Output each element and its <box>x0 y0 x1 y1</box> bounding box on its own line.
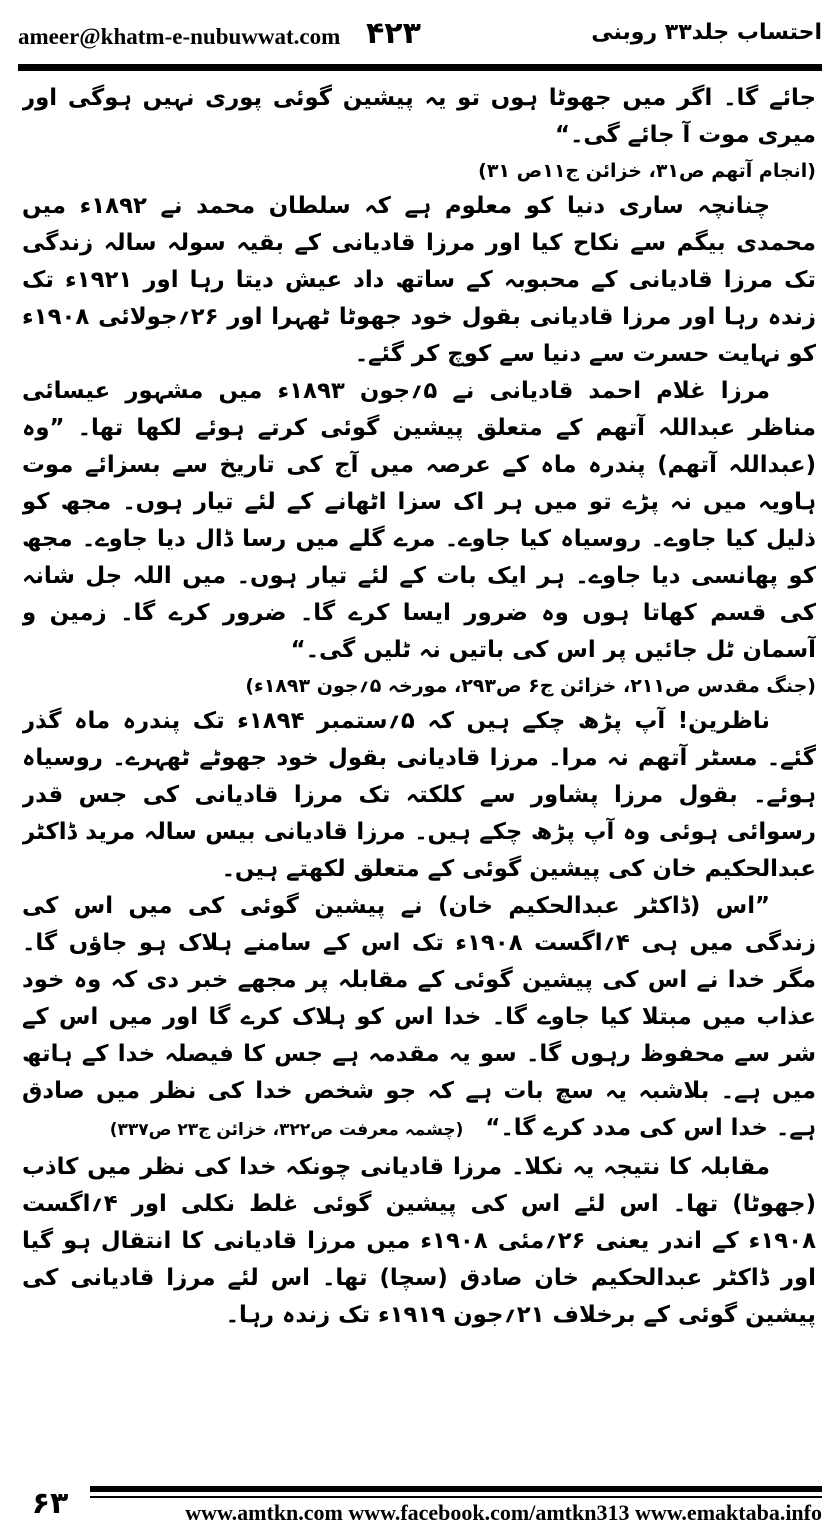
paragraph-4: ناظرین! آپ پڑھ چکے ہیں کہ ۵؍ستمبر ۱۸۹۴ء تک پندرہ ماہ گذر گئے۔ مسٹر آتھم نہ مرا۔ مرزا قادیانی بقول خود جھوٹے ٹھہرے۔ روسیاہ ہوئے۔ بقول مرزا پشاور سے کلکتہ تک مرزا قادیانی کی جس قدر رسوائی ہوئی وہ آپ پڑھ چکے ہیں۔ مرزا قادیانی بیس سالہ مرید ڈاکٹر عبدالحکیم خان کی پیشین گوئی کے متعلق لکھتے ہیں۔ <box>22 708 816 882</box>
header-book-title: احتساب جلد۳۳ روبنی <box>591 20 822 45</box>
header-email: ameer@khatm-e-nubuwwat.com <box>18 24 341 49</box>
reference-3: (چشمہ معرفت ص۳۲۲، خزائن ج۲۳ ص۳۳۷) <box>109 1120 464 1140</box>
paragraph-5 <box>22 888 816 1149</box>
reference-2: (جنگ مقدس ص۲۱۱، خزائن ج۶ ص۲۹۳، مورخہ ۵؍جون ۱۸۹۳ء) <box>245 675 816 697</box>
reference-1: (انجام آتھم ص۳۱، خزائن ج۱۱ص ۳۱) <box>478 160 816 182</box>
paragraph-3: مرزا غلام احمد قادیانی نے ۵؍جون ۱۸۹۳ء میں مشہور عیسائی مناظر عبداللہ آتھم کے متعلق پیشین گوئی کرتے ہوئے لکھا تھا۔ ”وہ (عبداللہ آتھم) پندرہ ماہ کے عرصہ میں آج کی تاریخ سے بسزائے موت ہاویہ میں نہ پڑے تو میں ہر اک سزا اٹھانے کے لئے تیار ہوں۔ مجھ کو ذلیل کیا جاوے۔ روسیاہ کیا جاوے۔ مرے گلے میں رسا ڈال دیا جاوے۔ مجھ کو پھانسی دیا جاوے۔ ہر ایک بات کے لئے تیار ہوں۔ میں اللہ جل شانہ کی قسم کھاتا ہوں وہ ضرور ایسا کرے گا۔ ضرور کرے گا۔ زمین و آسمان ٹل جائیں پر اس کی باتیں نہ ٹلیں گی۔“ <box>22 378 816 663</box>
paragraph-6: مقابلہ کا نتیجہ یہ نکلا۔ مرزا قادیانی چونکہ خدا کی نظر میں کاذب (جھوٹا) تھا۔ اس لئے اس کی پیشین گوئی غلط نکلی اور ۴؍اگست ۱۹۰۸ء کے اندر یعنی ۲۶؍مئی ۱۹۰۸ء میں مرزا قادیانی کا انتقال ہو گیا اور ڈاکٹر عبدالحکیم خان صادق (سچا) تھا۔ اس لئے مرزا قادیانی کی پیشین گوئی کے برخلاف ۲۱؍جون ۱۹۱۹ء تک زندہ رہا۔ <box>22 1154 816 1328</box>
page-body <box>22 80 816 1460</box>
paragraph-5-text: ”اس (ڈاکٹر عبدالحکیم خان) نے پیشین گوئی کی میں اس کی زندگی میں ہی ۴؍اگست ۱۹۰۸ء تک اس کے سامنے ہلاک ہو جاؤں گا۔ مگر خدا نے اس کی پیشین گوئی کے مقابلہ پر مجھے خبر دی کہ وہ خود عذاب میں مبتلا کیا جاوے گا۔ خدا اس کو ہلاک کرے گا اور میں اس کے شر سے محفوظ رہوں گا۔ سو یہ مقدمہ ہے جس کا فیصلہ خدا کے ہاتھ میں ہے۔ بلاشبہ یہ سچ بات ہے کہ جو شخص خدا کی نظر میں صادق ہے۔ خدا اس کی مدد کرے گا۔“ <box>22 893 816 1141</box>
paragraph-1: جائے گا۔ اگر میں جھوٹا ہوں تو یہ پیشین گوئی پوری نہیں ہوگی اور میری موت آ جائے گی۔“ <box>22 85 816 148</box>
header-page-number: ۴۲۳ <box>366 16 421 51</box>
page-footer <box>18 1482 822 1532</box>
footer-rule-thin <box>90 1496 822 1498</box>
header-rule <box>18 64 822 71</box>
paragraph-2: چنانچہ ساری دنیا کو معلوم ہے کہ سلطان محمد نے ۱۸۹۲ء میں محمدی بیگم سے نکاح کیا اور مرزا قادیانی کے بقیہ سولہ سالہ زندگی تک مرزا قادیانی کے محبوبہ کے ساتھ داد عیش دیتا رہا اور ۱۹۲۱ء تک زندہ رہا اور مرزا قادیانی بقول خود جھوٹا ٹھہرا اور ۲۶؍جولائی ۱۹۰۸ء کو نہایت حسرت سے دنیا سے کوچ کر گئے۔ <box>22 193 816 367</box>
footer-rule-thick <box>90 1486 822 1492</box>
footer-page-number: ۶۳ <box>31 1486 69 1521</box>
page-header <box>18 14 822 60</box>
footer-websites: www.amtkn.com www.facebook.com/amtkn313 www.emaktaba.info <box>185 1500 822 1525</box>
